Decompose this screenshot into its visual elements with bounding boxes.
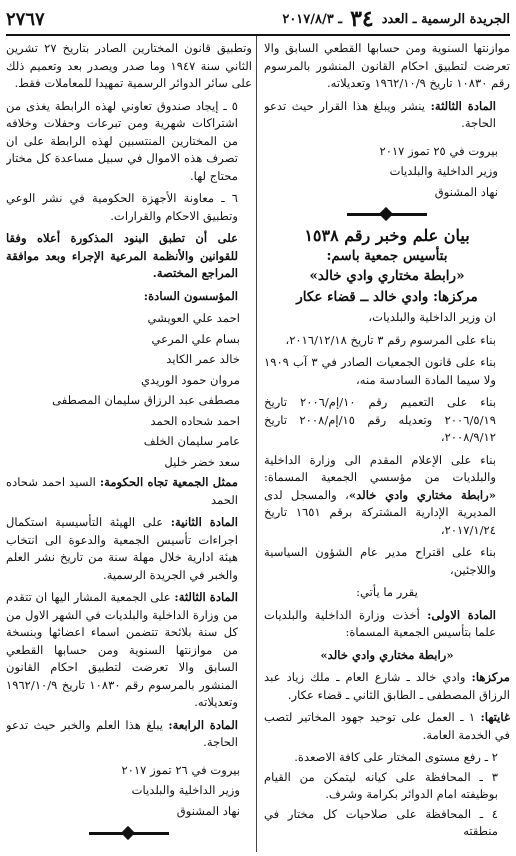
paragraph: بناء على المرسوم رقم ٣ تاريخ ٢٠١٦/١٢/١٨، [285,332,496,347]
signature-title: وزير الداخلية والبلديات [131,783,240,797]
issue-date: ـ ٢٠١٧/٨/٣ [282,11,343,27]
article-text: ينشر ويبلغ هذا القرار حيث تدعو الحاجة. [264,98,496,130]
founders-list [6,310,252,471]
article-four [6,717,252,752]
paragraph: بناء على قانون الجمعيات الصادر في ٣ آب ١٩٠٩ ولا سيما المادة السادسة منه، [264,355,496,387]
seat-paragraph [264,669,510,704]
founder-name: بسام علي المرعي [151,331,240,346]
article-text: على الجمعية المشار اليها ان تتقدم من وزارة الداخلية والبلديات في الشهر الاول من كل سنة بلائحة تتضمن اسماء اعضائها وبنسخة من موازنتها السنوية ومن حسابها القطعي السابق والا تعرضت لتطبيق احكام القانون المنشور بالمرسوم رقم ١٠٨٣٠ تاريخ ١٩٦٢/١٠/٩ وتعديلاته. [6,590,238,709]
left-column [6,40,252,852]
list-item: ٥ ـ إيجاد صندوق تعاوني لهذه الرابطة يغذى من اشتراكات شهرية ومن تبرعات وحفلات وخلافه من المختارين المنتسبين لهذه الرابطة على ان تصرف هذه الاموال في سبيل مساعدة كل مختار محتاج لها. [6,98,238,183]
representative-paragraph [6,474,252,509]
article-label: المادة الاولى: [427,607,497,622]
article-label: المادة الثانية: [170,515,238,529]
article-label: المادة الثالثة: [174,590,238,604]
founder-name: خالد عمر الكايد [166,352,240,366]
association-name: «رابطة مختاري وادي خالد» [309,268,465,284]
article-text: أخذت وزارة الداخلية والبلديات علما بتأسيس الجمعية المسماة: [264,607,496,639]
list-item: ٢ ـ رفع مستوى المختار على كافة الاصعدة. [294,750,498,764]
issue-number: ٣٤ [350,6,374,32]
paragraph: وتطبيق قانون المختارين الصادر بتاريخ ٢٧ تشرين الثاني سنة ١٩٤٧ وما صدر ويصدر بعد وتعميم ذلك على سائر الدوائر الرسمية تمهيدا للمعاملات فقط. [6,41,252,90]
article-three [264,98,510,133]
right-column [264,40,510,852]
goals-text: ١ ـ العمل على توحيد جهود المخاتير لتصب في الخدمة العامة. [264,710,510,742]
notice-subtitle: بتأسيس جمعية باسم: [326,247,448,264]
article-one [264,607,510,642]
signature-name: نهاد المشنوق [434,184,498,199]
separator-ornament [89,828,169,838]
paragraph: بناء على التعميم رقم ١٠/إم/٢٠٠٦ تاريخ ٢٠٠٦/٥/١٩ وتعديله رقم ١٥/إم/٢٠٠٨ تاريخ ٢٠٠٨/٩/١٢، [264,395,496,444]
paragraph [264,452,510,540]
decision-heading: يقرر ما يأتي: [356,585,418,599]
conditions-paragraph: على أن تطبق البنود المذكورة أعلاه وفقا للقوانين والأنظمة المرعية الإجراء وبعد موافقة المراجع المختصة. [6,231,238,280]
goals-paragraph [264,709,510,744]
representative-text: السيد احمد شحاده الحمد [6,475,238,507]
founder-name: سعد خضر خليل [164,454,240,469]
association-name-quoted: «رابطة مختاري وادي خالد» [320,647,454,662]
article-label: المادة الثالثة: [430,98,497,113]
article-two [6,514,252,584]
association-seat: مركزها: وادي خالد ــ قضاء عكار [296,288,478,305]
signature-date: بيروت في ٢٥ تموز ٢٠١٧ [379,143,498,158]
paragraph: بناء على اقتراح مدير عام الشؤون السياسية واللاجئين، [264,545,496,577]
notice-title: بيان علم وخبر رقم ١٥٣٨ [304,226,470,245]
article-label: المادة الرابعة: [168,717,239,732]
header-journal-block [282,6,510,32]
founder-name: مروان حمود الوريدي [140,372,240,387]
paragraph: موازنتها السنوية ومن حسابها القطعي السابق والا تعرضت لتطبيق احكام القانون المنشور بالمرسوم رقم ١٠٨٣٠ تاريخ ١٩٦٢/١٠/٩ وتعديلاته. [264,41,510,90]
founder-name: مصطفى عبد الرزاق سليمان المصطفى [52,393,240,407]
page-header [6,4,510,36]
text: بناء على الإعلام المقدم الى وزارة الداخلية والبلديات من مؤسسي الجمعية المسماة: [264,452,496,484]
founder-name: احمد علي العويشي [147,311,240,325]
seat-text: وادي خالد ـ شارع العام ـ ملك زياد عبد الرزاق المصطفى ـ الطابق الثاني ـ قضاء عكار. [264,670,510,702]
page-number: ٢٧٦٧ [6,8,45,30]
list-item: ٦ ـ معاونة الأجهزة الحكومية في نشر الوعي وتطبيق الاحكام والقرارات. [6,191,238,223]
article-text: يبلغ هذا العلم والخبر حيث تدعو الحاجة. [6,717,238,749]
seat-label: مركزها: [471,670,510,684]
goals-label: غايتها: [480,710,510,724]
signature-title: وزير الداخلية والبلديات [389,164,498,178]
association-name-inline: «رابطة مختاري وادي خالد» [348,487,497,502]
list-item: ٣ ـ المحافظة على كيانه ليتمكن من القيام بوظيفته امام الدوائر بكرامة وشرف. [264,769,498,801]
paragraph: ان وزير الداخلية والبلديات، [368,310,496,324]
signature-name: نهاد المشنوق [176,803,240,818]
text: ، والمسجل لدى المديرية الإدارية المشتركة برقم ١٦٥١ تاريخ ٢٠١٧/١/٢٤، [264,487,496,537]
founders-label: المؤسسون السادة: [143,288,238,303]
column-divider [256,36,257,852]
separator-ornament [347,209,427,219]
founder-name: عامر سليمان الخلف [143,434,240,448]
representative-label: ممثل الجمعية تجاه الحكومة: [99,475,238,489]
founder-name: احمد شحاده الحمد [150,413,240,428]
article-text: على الهيئة التأسيسية استكمال اجراءات تأسيس الجمعية والدعوة الى انتخاب هيئة ادارية خلال مهلة سنة من تاريخ نشر العلم والخبر في الجريدة الرسمية. [6,515,238,582]
article-three [6,589,252,712]
list-item: ٤ ـ المحافظة على صلاحيات كل مختار في منطقته [264,806,498,838]
signature-date: بيروت في ٢٦ تموز ٢٠١٧ [121,762,240,777]
journal-name: الجريدة الرسمية ـ العدد [381,11,510,27]
